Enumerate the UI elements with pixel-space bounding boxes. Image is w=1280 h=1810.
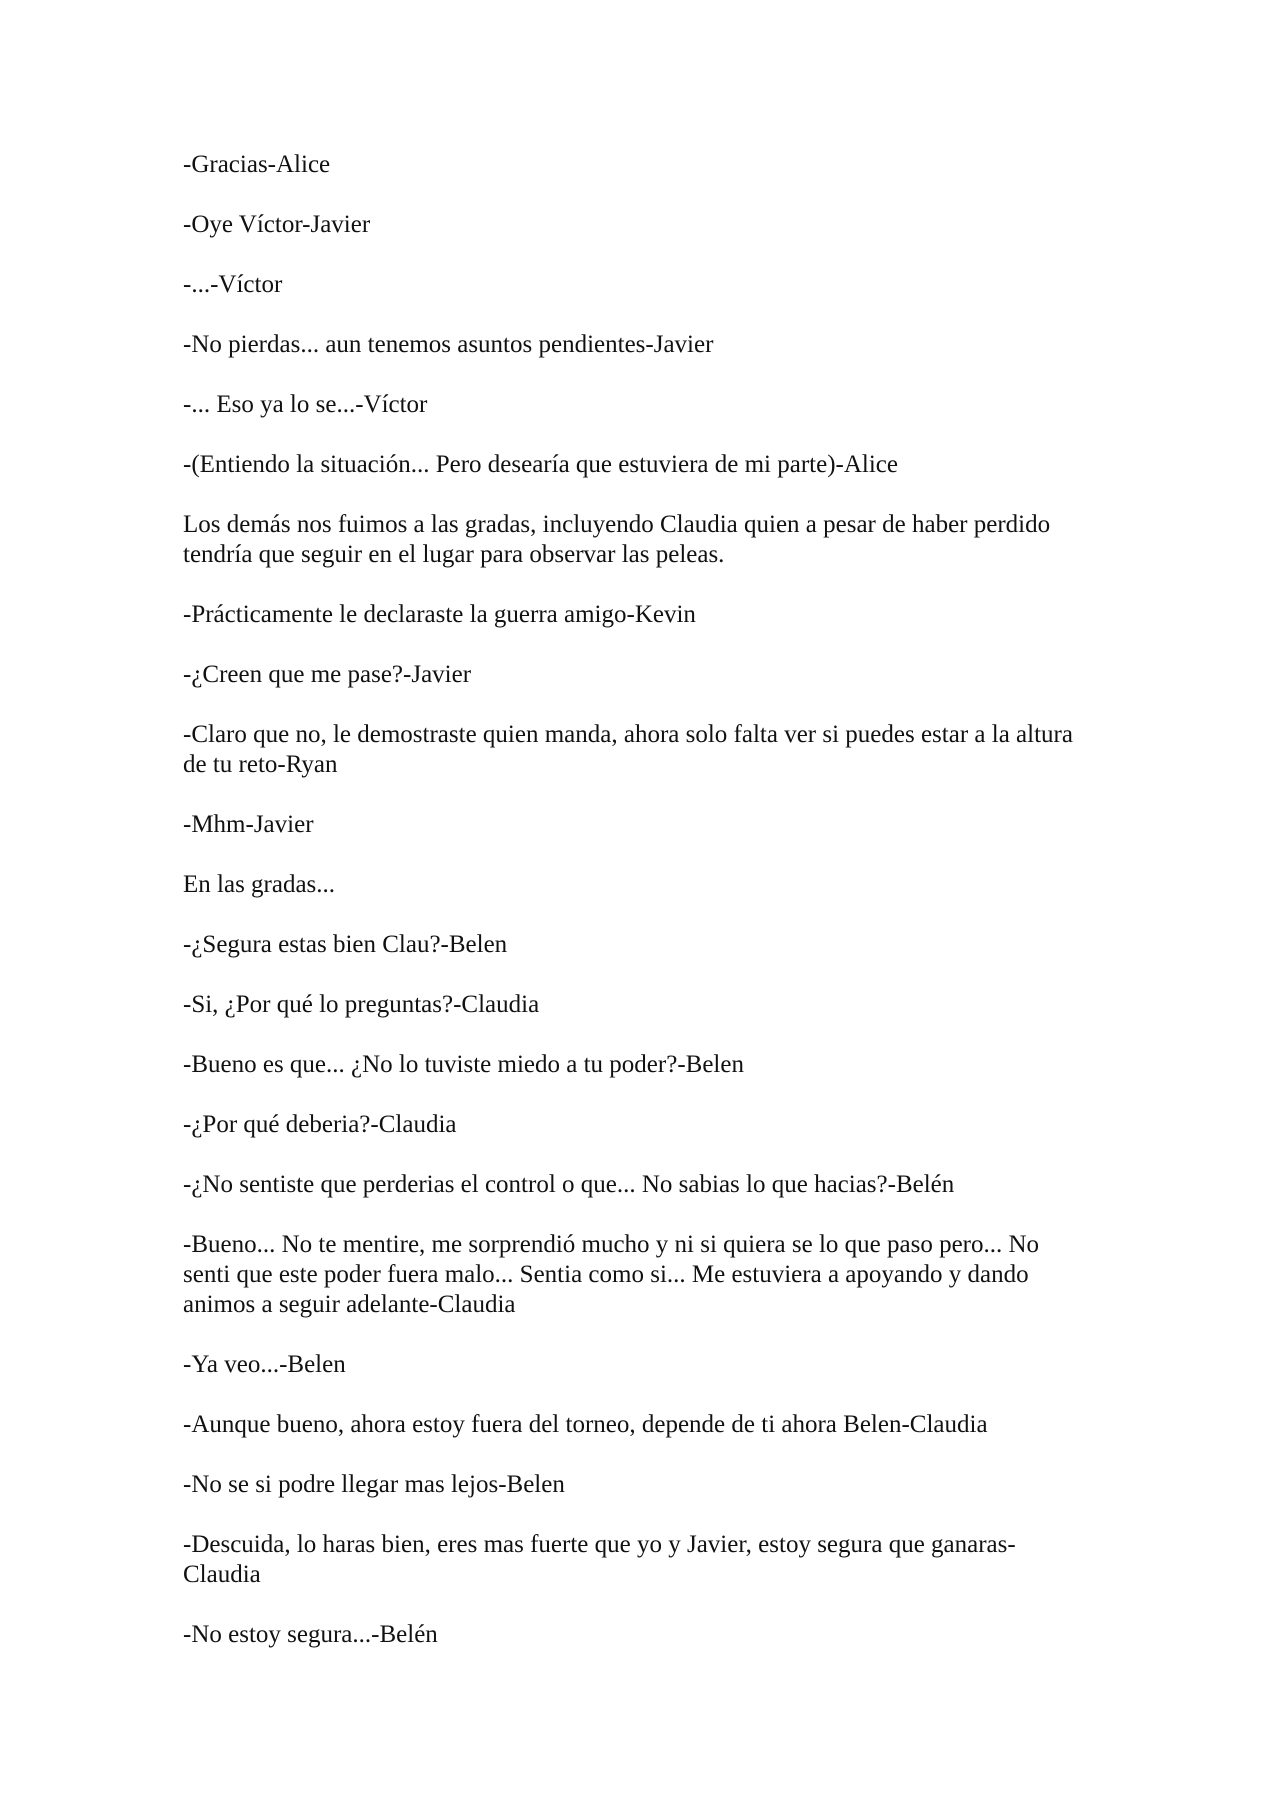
paragraph: -Mhm-Javier	[183, 811, 314, 838]
paragraph: Los demás nos fuimos a las gradas, incluyendo Claudia quien a pesar de haber perdido tendría que seguir en el lugar para observar las peleas.	[183, 511, 1051, 568]
paragraph: -No pierdas... aun tenemos asuntos pendientes-Javier	[183, 331, 714, 358]
paragraph: -No estoy segura...-Belén	[183, 1621, 438, 1648]
paragraph: -Oye Víctor-Javier	[183, 211, 371, 238]
paragraph: -Gracias-Alice	[183, 151, 331, 178]
paragraph: -No se si podre llegar mas lejos-Belen	[183, 1471, 565, 1498]
paragraph: -Bueno... No te mentire, me sorprendió mucho y ni si quiera se lo que paso pero... No senti que este poder fuera malo... Sentia como si... Me estuviera a apoyando y dando animos a seguir adelante-Claudia	[183, 1231, 1040, 1318]
paragraph: -Bueno es que... ¿No lo tuviste miedo a tu poder?-Belen	[183, 1051, 744, 1078]
paragraph: -Claro que no, le demostraste quien manda, ahora solo falta ver si puedes estar a la altura de tu reto-Ryan	[183, 721, 1073, 778]
paragraph: En las gradas...	[183, 871, 336, 898]
paragraph: -... Eso ya lo se...-Víctor	[183, 391, 428, 418]
paragraph: -¿Por qué deberia?-Claudia	[183, 1111, 457, 1138]
paragraph: -(Entiendo la situación... Pero desearía que estuviera de mi parte)-Alice	[183, 451, 898, 478]
paragraph: -Descuida, lo haras bien, eres mas fuerte que yo y Javier, estoy segura que ganaras-Claudia	[183, 1531, 1016, 1588]
paragraph: -¿No sentiste que perderias el control o que... No sabias lo que hacias?-Belén	[183, 1171, 955, 1198]
paragraph: -Prácticamente le declaraste la guerra amigo-Kevin	[183, 601, 696, 628]
paragraph: -Si, ¿Por qué lo preguntas?-Claudia	[183, 991, 540, 1018]
paragraph: -¿Segura estas bien Clau?-Belen	[183, 931, 508, 958]
paragraph: -Ya veo...-Belen	[183, 1351, 346, 1378]
paragraph: -¿Creen que me pase?-Javier	[183, 661, 472, 688]
paragraph: -Aunque bueno, ahora estoy fuera del torneo, depende de ti ahora Belen-Claudia	[183, 1411, 988, 1438]
paragraph: -...-Víctor	[183, 271, 283, 298]
document-body	[183, 150, 1083, 1680]
